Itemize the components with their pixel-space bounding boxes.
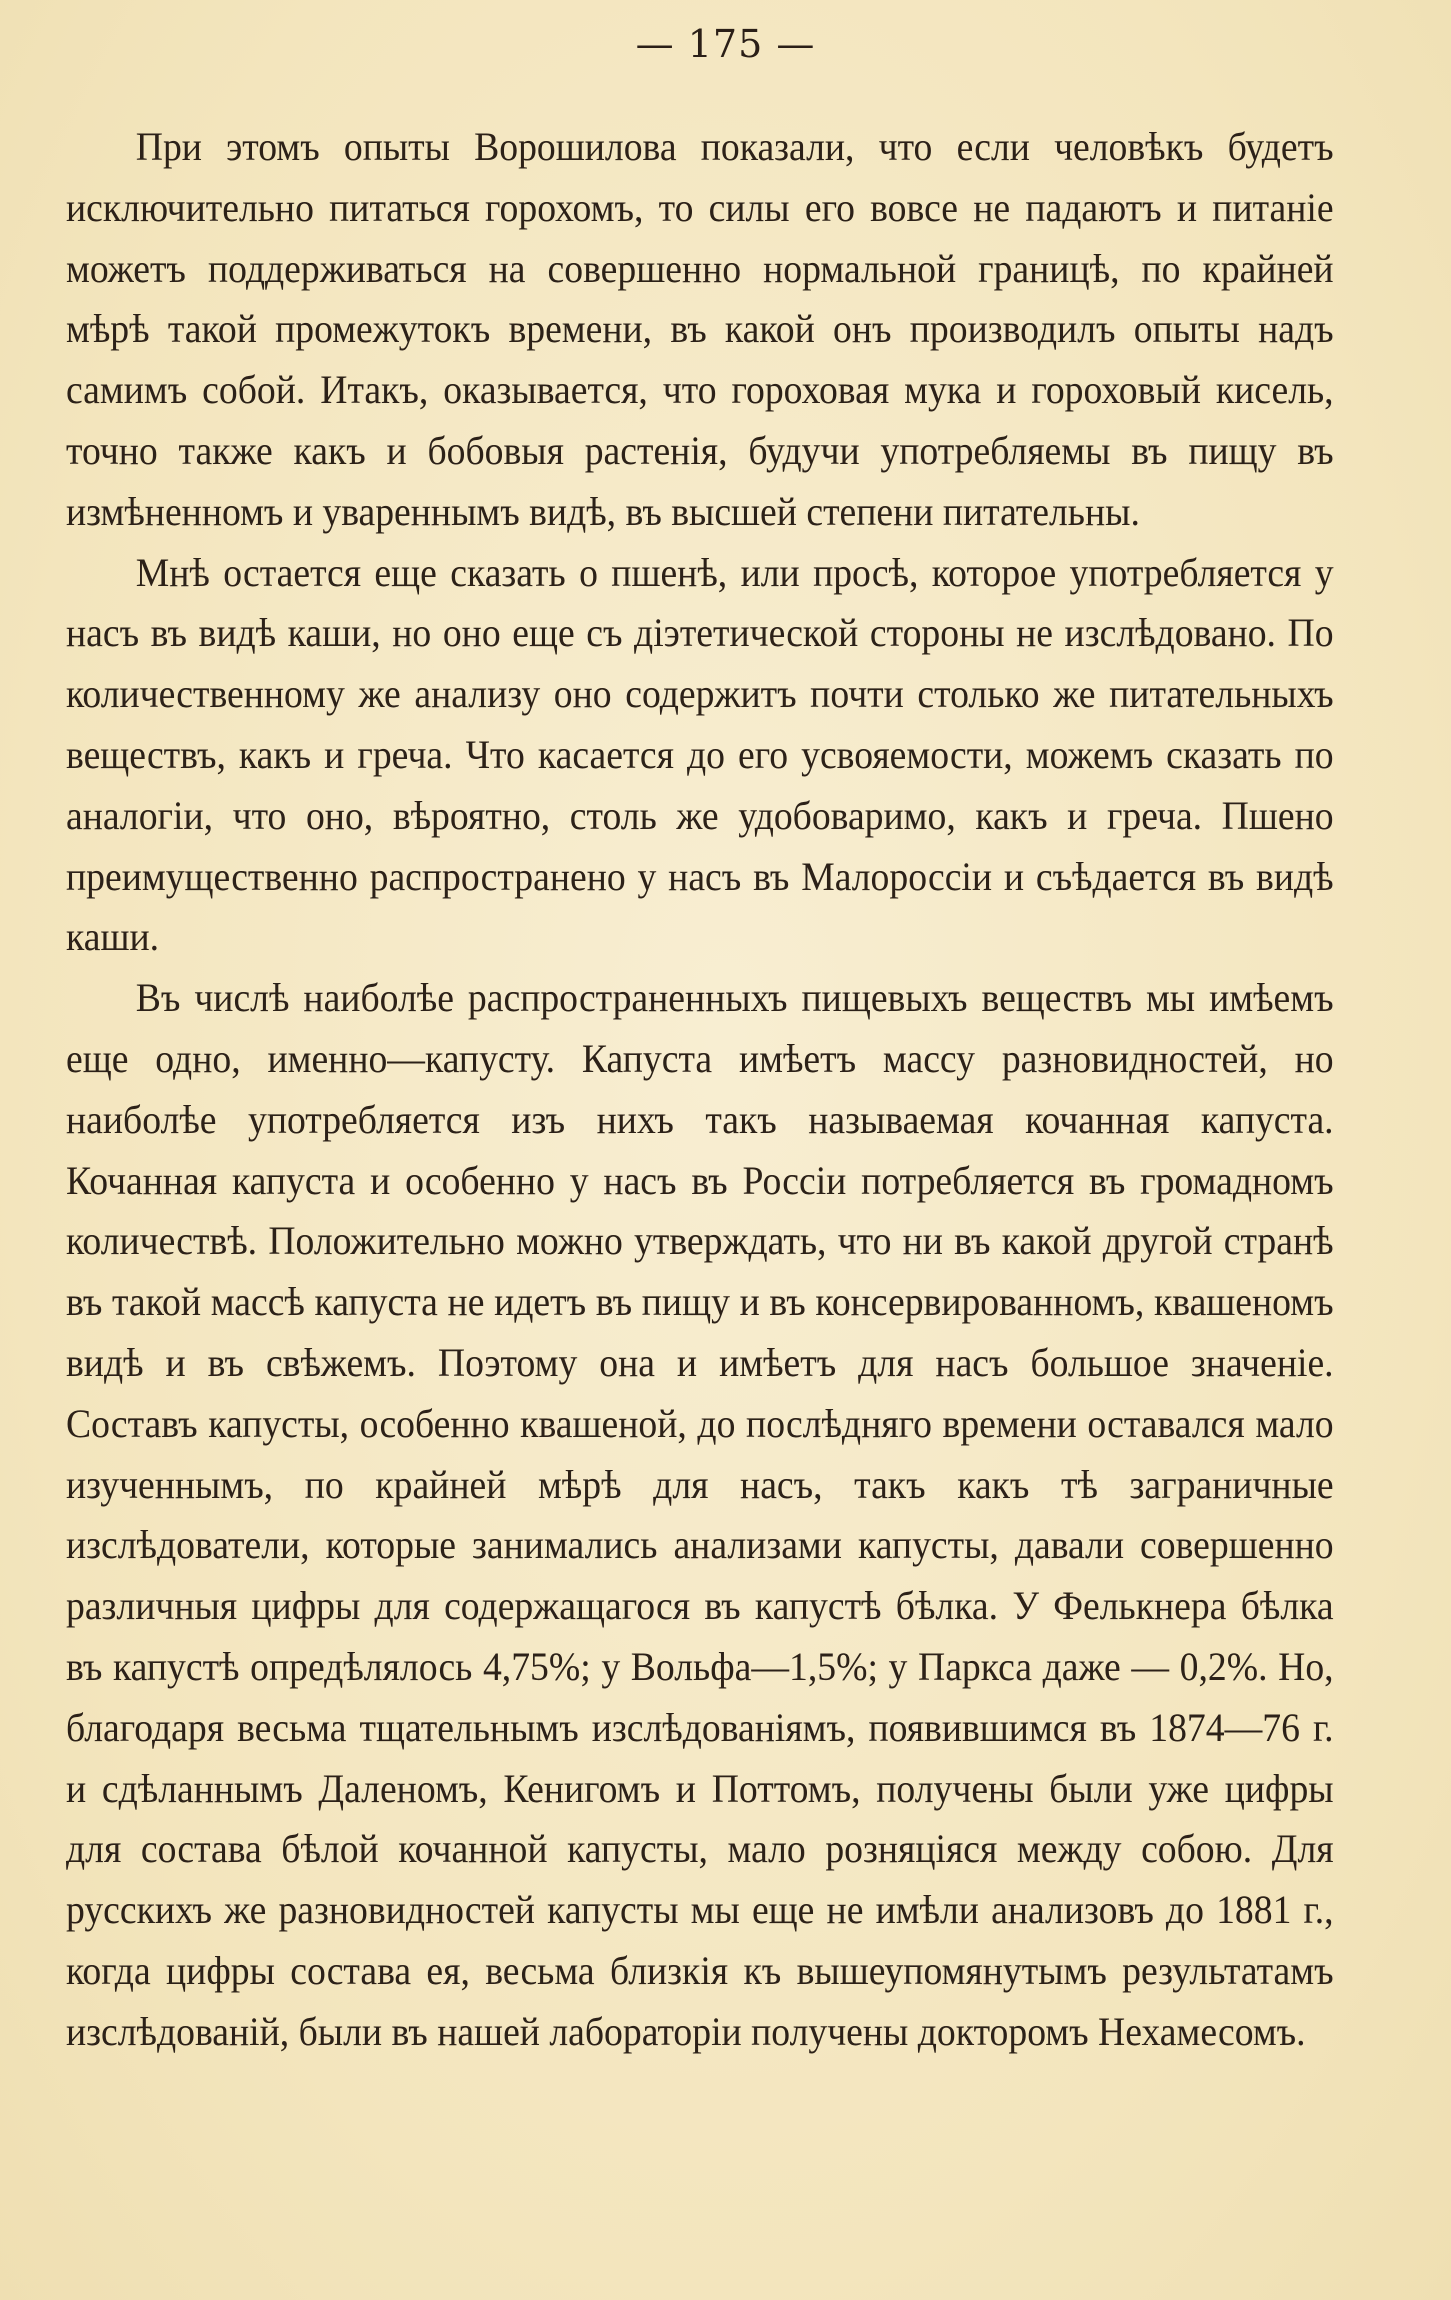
page-number: — 175 — <box>635 22 816 66</box>
paragraph-1: При этомъ опыты Ворошилова показали, что если человѣкъ будетъ исключительно питаться горохомъ, то силы его вовсе не падаютъ и питаніе можетъ поддерживаться на совершенно нормальной границѣ, по крайней мѣрѣ такой промежутокъ времени, въ какой онъ производилъ опыты надъ самимъ собой. Итакъ, оказывается, что гороховая мука и гороховый кисель, точно также какъ и бобовыя растенія, будучи употребляемы въ пищу въ измѣненномъ и увареннымъ видѣ, въ высшей степени питательны. <box>66 124 1334 534</box>
paragraph-2: Мнѣ остается еще сказать о пшенѣ, или просѣ, которое употребляется у насъ въ видѣ каши, но оно еще съ діэтетической стороны не изслѣдовано. По количественному же анализу оно содержитъ почти столько же питательныхъ веществъ, какъ и греча. Что касается до его усвояемости, можемъ сказать по аналогіи, что оно, вѣроятно, столь же удобоваримо, какъ и греча. Пшено преимущественно распространено у насъ въ Малороссіи и съѣдается въ видѣ каши. <box>66 549 1334 960</box>
paragraph-3: Въ числѣ наиболѣе распространенныхъ пищевыхъ веществъ мы имѣемъ еще одно, именно—капусту. Капуста имѣетъ массу разновидностей, но наиболѣе употребляется изъ нихъ такъ называемая кочанная капуста. Кочанная капуста и особенно у насъ въ Россіи потребляется въ громадномъ количествѣ. Положительно можно утверждать, что ни въ какой другой странѣ въ такой массѣ капуста не идетъ въ пищу и въ консервированномъ, квашеномъ видѣ и въ свѣжемъ. Поэтому она и имѣетъ для насъ большое значеніе. Составъ капусты, особенно квашеной, до послѣдняго времени оставался мало изученнымъ, по крайней мѣрѣ для насъ, такъ какъ тѣ заграничные изслѣдователи, которые занимались анализами капусты, давали совершенно различныя цифры для содержащагося въ капустѣ бѣлка. У Фелькнера бѣлка въ капустѣ опредѣлялось 4,75%; у Вольфа—1,5%; у Паркса даже — 0,2%. Но, благодаря весьма тщательнымъ изслѣдованіямъ, появившимся въ 1874—76 г. и сдѣланнымъ Даленомъ, Кенигомъ и Поттомъ, получены были уже цифры для состава бѣлой кочанной капусты, мало розняціяся между собою. Для русскихъ же разновидностей капусты мы еще не имѣли анализовъ до 1881 г., когда цифры состава ея, весьма близкія къ вышеупомянутымъ результатамъ изслѣдованій, были въ нашей лабораторіи получены докторомъ Нехамесомъ. <box>66 975 1334 2054</box>
body-text <box>66 117 1334 2063</box>
